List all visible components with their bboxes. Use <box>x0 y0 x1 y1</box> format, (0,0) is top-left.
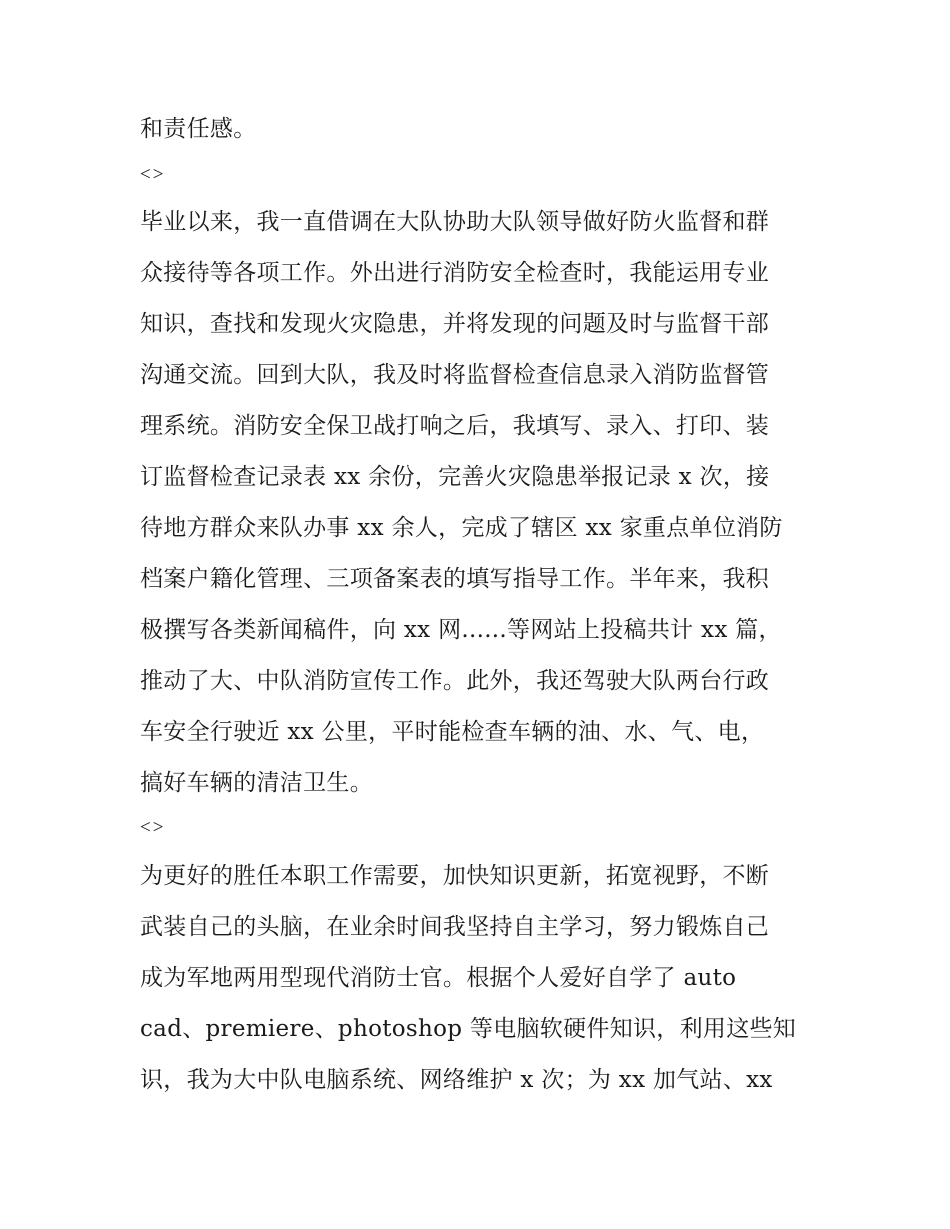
text-line: 推动了大、中队消防宣传工作。此外，我还驾驶大队两台行政 <box>140 668 770 694</box>
text-line: 档案户籍化管理、三项备案表的填写指导工作。半年来，我积 <box>140 566 770 592</box>
text-line: 订监督检查记录表 xx 余份，完善火灾隐患举报记录 x 次，接 <box>140 464 770 490</box>
text-line: 众接待等各项工作。外出进行消防安全检查时，我能运用专业 <box>140 260 770 286</box>
text-line: 为更好的胜任本职工作需要，加快知识更新，拓宽视野，不断 <box>140 863 770 889</box>
text-line: 待地方群众来队办事 xx 余人，完成了辖区 xx 家重点单位消防 <box>140 515 783 541</box>
text-line: 搞好车辆的清洁卫生。 <box>140 770 373 796</box>
text-line: 车安全行驶近 xx 公里，平时能检查车辆的油、水、气、电， <box>140 719 765 745</box>
text-line: 极撰写各类新闻稿件，向 xx 网......等网站上投稿共计 xx 篇， <box>140 617 782 643</box>
text-line: 和责任感。 <box>140 116 257 142</box>
section-marker: <> <box>140 164 166 185</box>
text-line: 武装自己的头脑，在业余时间我坚持自主学习，努力锻炼自己 <box>140 914 770 940</box>
text-line: cad、premiere、photoshop 等电脑软硬件知识，利用这些知 <box>140 1016 797 1042</box>
text-line: 识，我为大中队电脑系统、网络维护 x 次；为 xx 加气站、xx <box>140 1067 773 1093</box>
text-line: 毕业以来，我一直借调在大队协助大队领导做好防火监督和群 <box>140 209 770 235</box>
text-line: 沟通交流。回到大队，我及时将监督检查信息录入消防监督管 <box>140 362 770 388</box>
text-line: 知识，查找和发现火灾隐患，并将发现的问题及时与监督干部 <box>140 311 770 337</box>
text-line: 成为军地两用型现代消防士官。根据个人爱好自学了 auto <box>140 965 737 991</box>
text-line: 理系统。消防安全保卫战打响之后，我填写、录入、打印、装 <box>140 413 770 439</box>
section-marker: <> <box>140 817 166 838</box>
